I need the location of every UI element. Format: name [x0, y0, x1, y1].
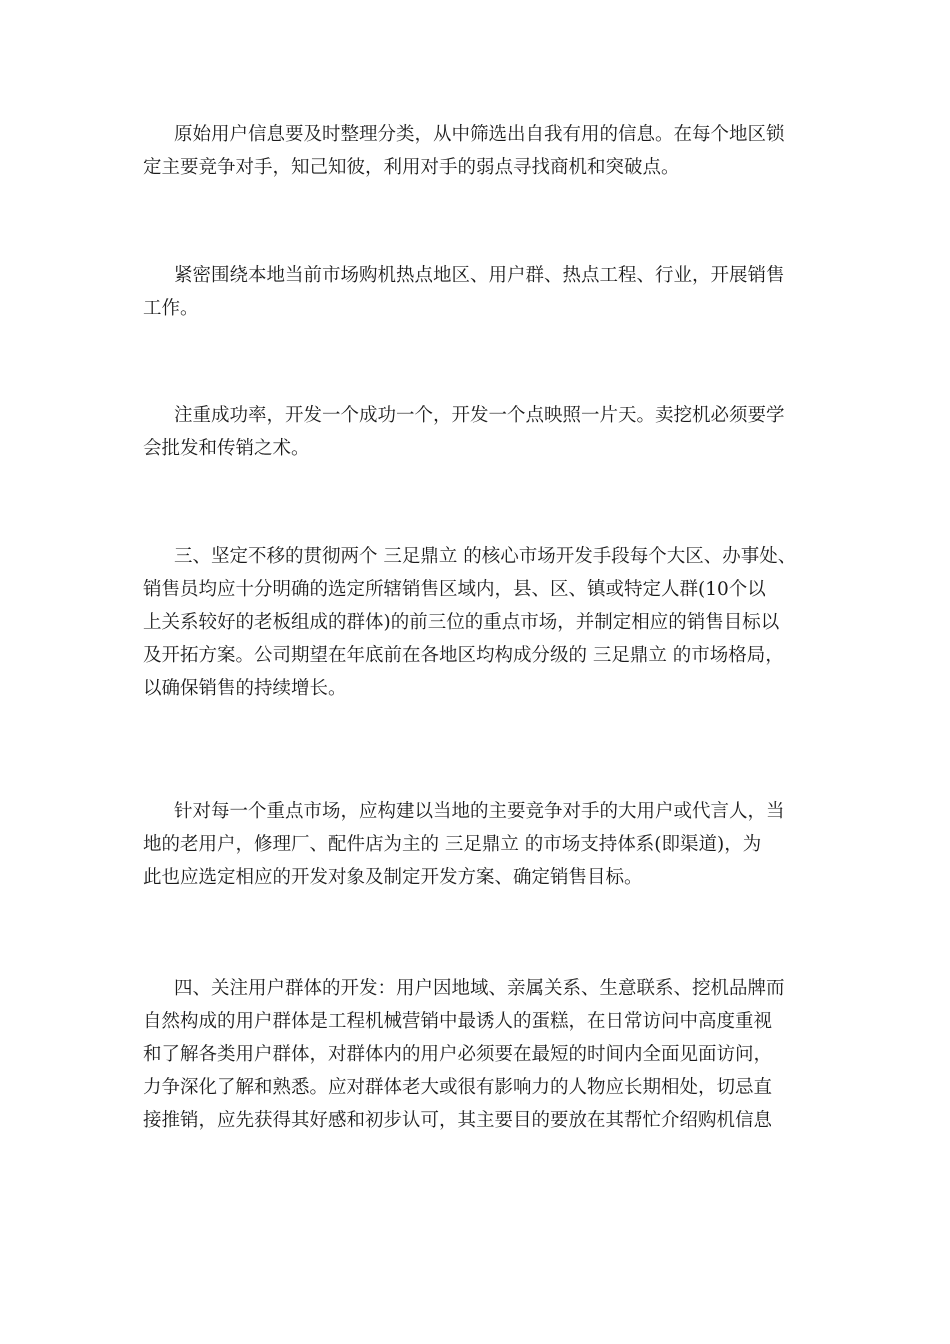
paragraph-key-market: [143, 795, 813, 894]
text-line: 此也应选定相应的开发对象及制定开发方案、确定销售目标。: [143, 867, 643, 888]
text-line: 紧密围绕本地当前市场购机热点地区、用户群、热点工程、行业，开展销售: [174, 265, 785, 286]
paragraph-user-info: [143, 118, 813, 184]
paragraph-section-four: [143, 972, 813, 1137]
text-line: 针对每一个重点市场，应构建以当地的主要竞争对手的大用户或代言人，当: [174, 801, 785, 822]
text-line: 和了解各类用户群体，对群体内的用户必须要在最短的时间内全面见面访问，: [143, 1044, 773, 1065]
text-line: 地的老用户，修理厂、配件店为主的 三足鼎立 的市场支持体系(即渠道)，为: [143, 834, 762, 855]
text-line: 三、坚定不移的贯彻两个 三足鼎立 的核心市场开发手段每个大区、办事处、: [174, 546, 797, 567]
paragraph-section-three: [143, 540, 813, 705]
text-line: 销售员均应十分明确的选定所辖销售区域内，县、区、镇或特定人群(10个以: [143, 579, 766, 600]
text-line: 上关系较好的老板组成的群体)的前三位的重点市场，并制定相应的销售目标以: [143, 612, 780, 633]
text-line: 自然构成的用户群体是工程机械营销中最诱人的蛋糕，在日常访问中高度重视: [143, 1011, 773, 1032]
text-line: 工作。: [143, 298, 199, 319]
text-line: 定主要竞争对手，知己知彼，利用对手的弱点寻找商机和突破点。: [143, 157, 680, 178]
text-line: 以确保销售的持续增长。: [143, 678, 347, 699]
text-line: 及开拓方案。公司期望在年底前在各地区均构成分级的 三足鼎立 的市场格局，: [143, 645, 784, 666]
text-line: 力争深化了解和熟悉。应对群体老大或很有影响力的人物应长期相处，切忌直: [143, 1077, 773, 1098]
text-line: 注重成功率，开发一个成功一个，开发一个点映照一片天。卖挖机必须要学: [174, 405, 785, 426]
paragraph-hotspot-market: [143, 259, 813, 325]
text-line: 原始用户信息要及时整理分类，从中筛选出自我有用的信息。在每个地区锁: [174, 124, 785, 145]
paragraph-success-rate: [143, 399, 813, 465]
text-line: 接推销，应先获得其好感和初步认可，其主要目的要放在其帮忙介绍购机信息: [143, 1110, 773, 1131]
text-line: 四、关注用户群体的开发：用户因地域、亲属关系、生意联系、挖机品牌而: [174, 978, 785, 999]
text-line: 会批发和传销之术。: [143, 438, 310, 459]
